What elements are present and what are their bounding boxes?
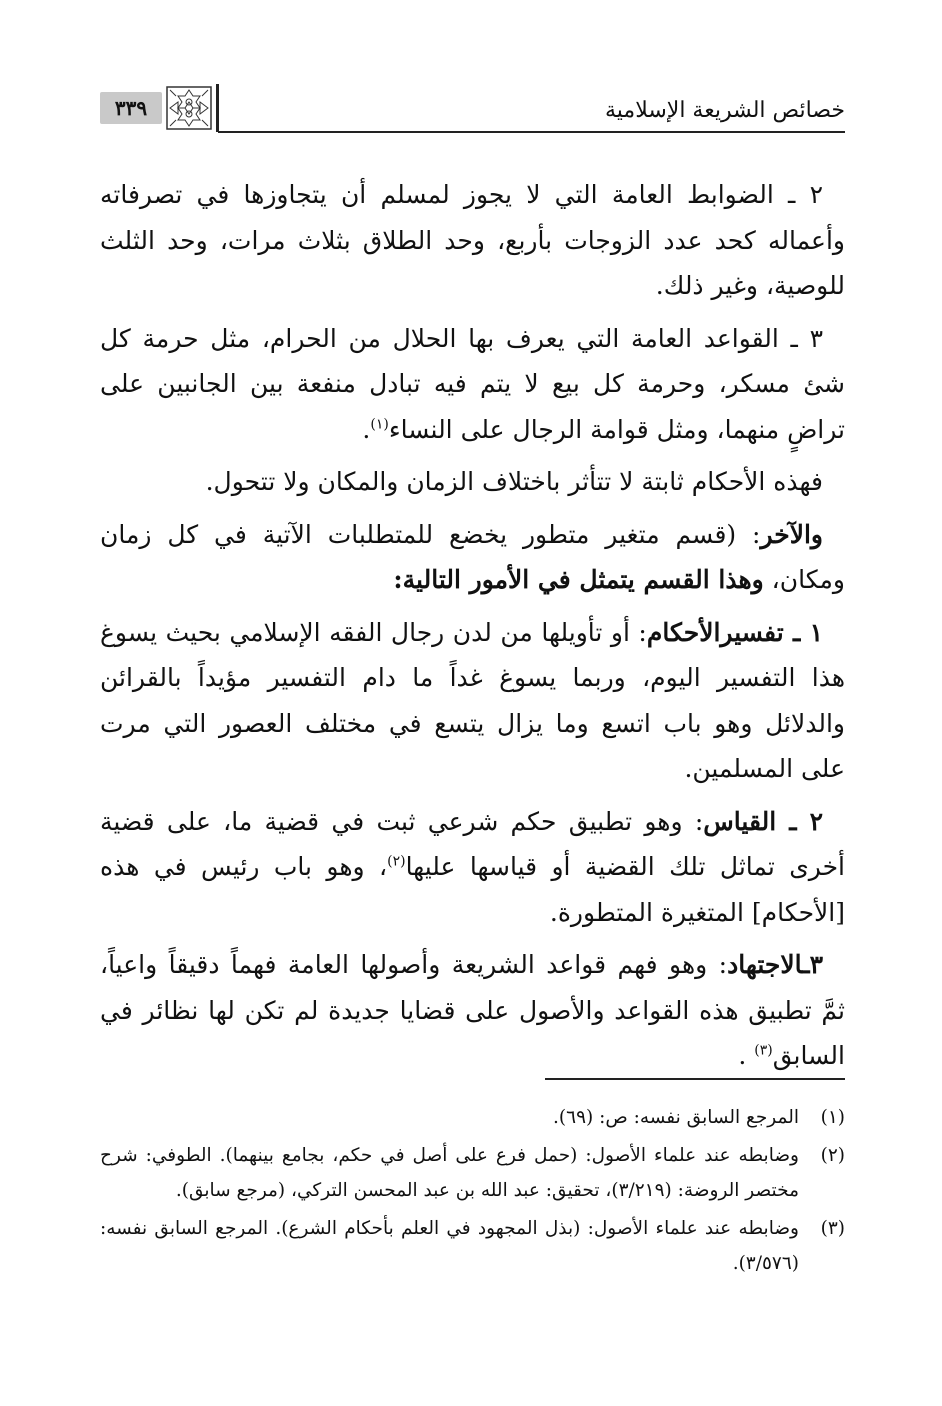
main-text xyxy=(100,172,845,1086)
footnote-ref-1[interactable]: (١) xyxy=(370,416,389,433)
paragraph-6-lead: ٢ ـ القياس xyxy=(703,806,823,836)
footnote-ref-2[interactable]: (٢) xyxy=(387,853,406,870)
footnote-divider xyxy=(545,1078,845,1080)
footnote-text: وضابطه عند علماء الأصول: (بذل المجهود في العلم بأحكام الشرع). المرجع السابق نفسه: (٣/٥٧٦). xyxy=(100,1217,799,1274)
paragraph-2-text: ٣ ـ القواعد العامة التي يعرف بها الحلال من الحرام، مثل حرمة كل شئ مسكر، وحرمة كل بيع لا يتم فيه تبادل منفعة بين الجانبين على تراضٍ منهما، ومثل قوامة الرجال على النساء xyxy=(100,323,845,444)
footnote-number: (١) xyxy=(820,1107,845,1128)
paragraph-3 xyxy=(100,459,845,505)
paragraph-2-end: . xyxy=(362,414,371,444)
header-rule xyxy=(218,131,845,133)
paragraph-6 xyxy=(100,799,845,936)
page-number: ٣٣٩ xyxy=(100,92,162,124)
footnote-number: (٣) xyxy=(820,1217,845,1239)
paragraph-7 xyxy=(100,942,845,1079)
ornament-icon xyxy=(166,86,212,130)
paragraph-6-text: : وهو تطبيق حكم شرعي ثبت في قضية ما، على قضية أخرى تماثل تلك القضية أو قياسها عليها xyxy=(100,806,845,881)
footnote-1 xyxy=(100,1100,845,1136)
paragraph-4-text: : (قسم متغير متطور يخضع للمتطلبات الآتية في كل زمان ومكان، xyxy=(100,519,845,594)
paragraph-1-text: ٢ ـ الضوابط العامة التي لا يجوز لمسلم أن يتجاوزها في تصرفاته وأعماله كحد عدد الزوجات بأربع، وحد الطلاق بثلاث مرات، وحد الثلث للوصية، وغير ذلك. xyxy=(100,180,845,300)
footnote-ref-3[interactable]: (٣) xyxy=(754,1042,773,1059)
paragraph-7-end: . xyxy=(738,1041,755,1070)
paragraph-6-end: ، وهو باب رئيس في هذه [الأحكام] المتغيرة المتطورة. xyxy=(100,852,845,927)
paragraph-5-text: : أو تأويلها من لدن رجال الفقه الإسلامي بحيث يسوغ هذا التفسير اليوم، وربما يسوغ غداً ما دام التفسير مؤيداً بالقرائن والدلائل وهو باب اتسع وما يزال يتسع في مختلف العصور التي مرت على المسلمين. xyxy=(100,617,845,783)
paragraph-4-bold: وهذا القسم يتمثل في الأمور التالية: xyxy=(393,565,764,594)
footnote-3 xyxy=(100,1211,845,1282)
footnote-text: وضابطه عند علماء الأصول: (حمل فرع على أصل في حكم، بجامع بينهما). الطوفي: شرح مختصر الروضة: (٣/٢١٩)، تحقيق: عبد الله بن عبد المحسن التركي، (مرجع سابق). xyxy=(100,1144,799,1201)
header-divider xyxy=(216,84,219,132)
paragraph-5-lead: ١ ـ تفسيرالأحكام xyxy=(646,617,823,647)
paragraph-7-lead: ٣ـالاجتهاد xyxy=(727,950,823,979)
footnote-number: (٢) xyxy=(820,1144,845,1166)
paragraph-2 xyxy=(100,316,845,453)
footnotes xyxy=(100,1100,845,1284)
running-title: خصائص الشريعة الإسلامية xyxy=(605,98,845,123)
paragraph-3-text: فهذه الأحكام ثابتة لا تتأثر باختلاف الزمان والمكان ولا تتحول. xyxy=(205,467,823,496)
paragraph-5 xyxy=(100,610,845,792)
paragraph-4-lead: والآخر xyxy=(760,519,823,549)
footnote-text: المرجع السابق نفسه: ص: (٦٩). xyxy=(553,1107,799,1128)
footnote-2 xyxy=(100,1138,845,1209)
paragraph-7-text: : وهو فهم قواعد الشريعة وأصولها العامة فهماً دقيقاً واعياً، ثمَّ تطبيق هذه القواعد والأصول على قضايا جديدة لم تكن لها نظائر في السابق xyxy=(100,950,845,1070)
paragraph-4 xyxy=(100,512,845,603)
running-header xyxy=(100,84,845,132)
paragraph-1 xyxy=(100,172,845,309)
